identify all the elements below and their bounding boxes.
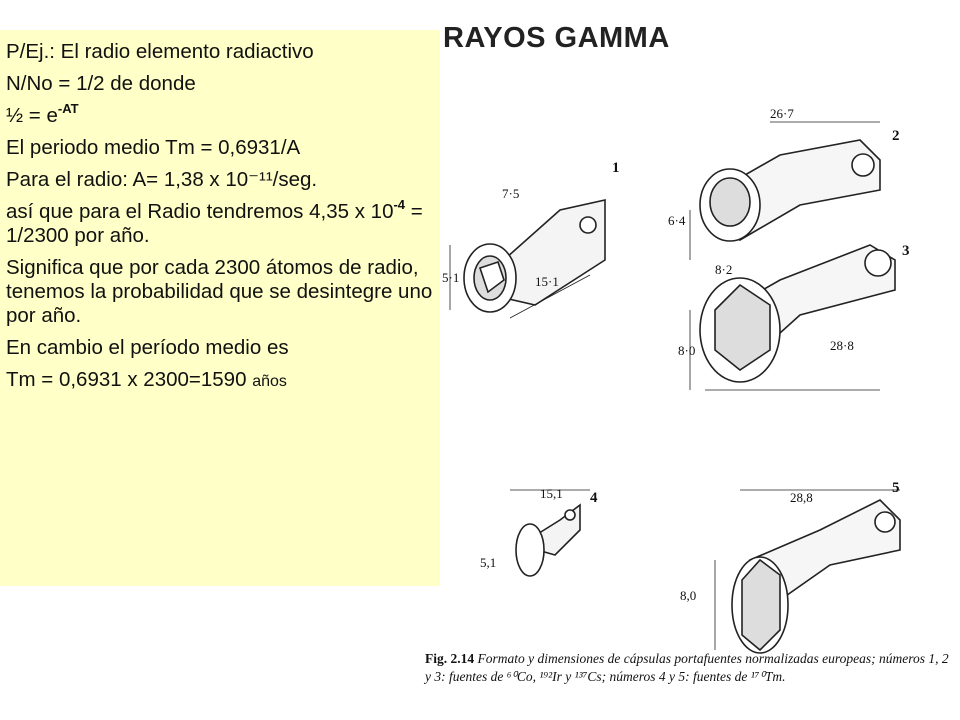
note-line-6b: = 1/2300 por año. [6,200,423,247]
capsule-number-1: 1 [612,160,620,176]
capsule-drawings-figure [440,60,960,720]
capsule-number-3: 3 [902,243,910,259]
dim-label: 28,8 [790,490,813,505]
note-line-9-main: Tm = 0,6931 x 2300=1590 [6,368,253,391]
capsule-number-4: 4 [590,490,598,506]
page-title: RAYOS GAMMA [443,22,670,54]
dim-label: 15,1 [540,486,563,501]
dim-label: 7·5 [502,186,520,201]
dim-label: 26·7 [770,106,794,121]
note-line-9 [6,368,434,394]
note-line-9-unit: años [252,373,287,390]
note-line-6a: así que para el Radio tendremos 4,35 x 10 [6,200,394,223]
note-line-3 [6,101,434,128]
caption-text: Formato y dimensiones de cápsulas portafuentes normalizadas europeas; números 1, 2 y 3: fuentes de ⁶⁰Co, ¹⁹²Ir y ¹³⁷Cs; números 4 y 5: fuentes de ¹⁷⁰Tm. [425,651,949,684]
figure-number: Fig. 2.14 [425,651,475,666]
capsule-number-5: 5 [892,480,900,496]
figure-caption [425,650,955,686]
dim-label: 5·1 [442,270,460,285]
capsule-5-drawing [715,490,900,653]
note-line-1: P/Ej.: El radio elemento radiactivo [6,40,314,63]
dim-label: 8·2 [715,262,733,277]
dim-label: 28·8 [830,338,854,353]
note-line-7: Significa que por cada 2300 átomos de radio, tenemos la probabilidad que se desintegre uno por año. [6,256,433,327]
capsule-4-drawing [510,490,590,576]
capsule-2-drawing [690,122,880,260]
dim-label: 8,0 [680,588,697,603]
dim-label: 6·4 [668,213,686,228]
dim-label: 15·1 [535,274,559,289]
explanation-box [0,30,440,586]
note-line-8: En cambio el período medio es [6,336,289,359]
note-line-4: El periodo medio Tm = 0,6931/A [6,136,301,159]
dim-label: 8·0 [678,343,696,358]
dim-label: 5,1 [480,555,497,570]
formula-exponent: -AT [57,101,79,116]
note-line-6 [6,197,434,248]
formula-base: ½ = e [6,104,58,127]
note-line-5: Para el radio: A= 1,38 x 10⁻¹¹/seg. [6,168,318,191]
capsule-number-2: 2 [892,128,900,144]
note-line-2: N/No = 1/2 de donde [6,72,196,95]
capsule-1-drawing [450,200,605,318]
note-line-6-exponent: -4 [393,197,406,212]
